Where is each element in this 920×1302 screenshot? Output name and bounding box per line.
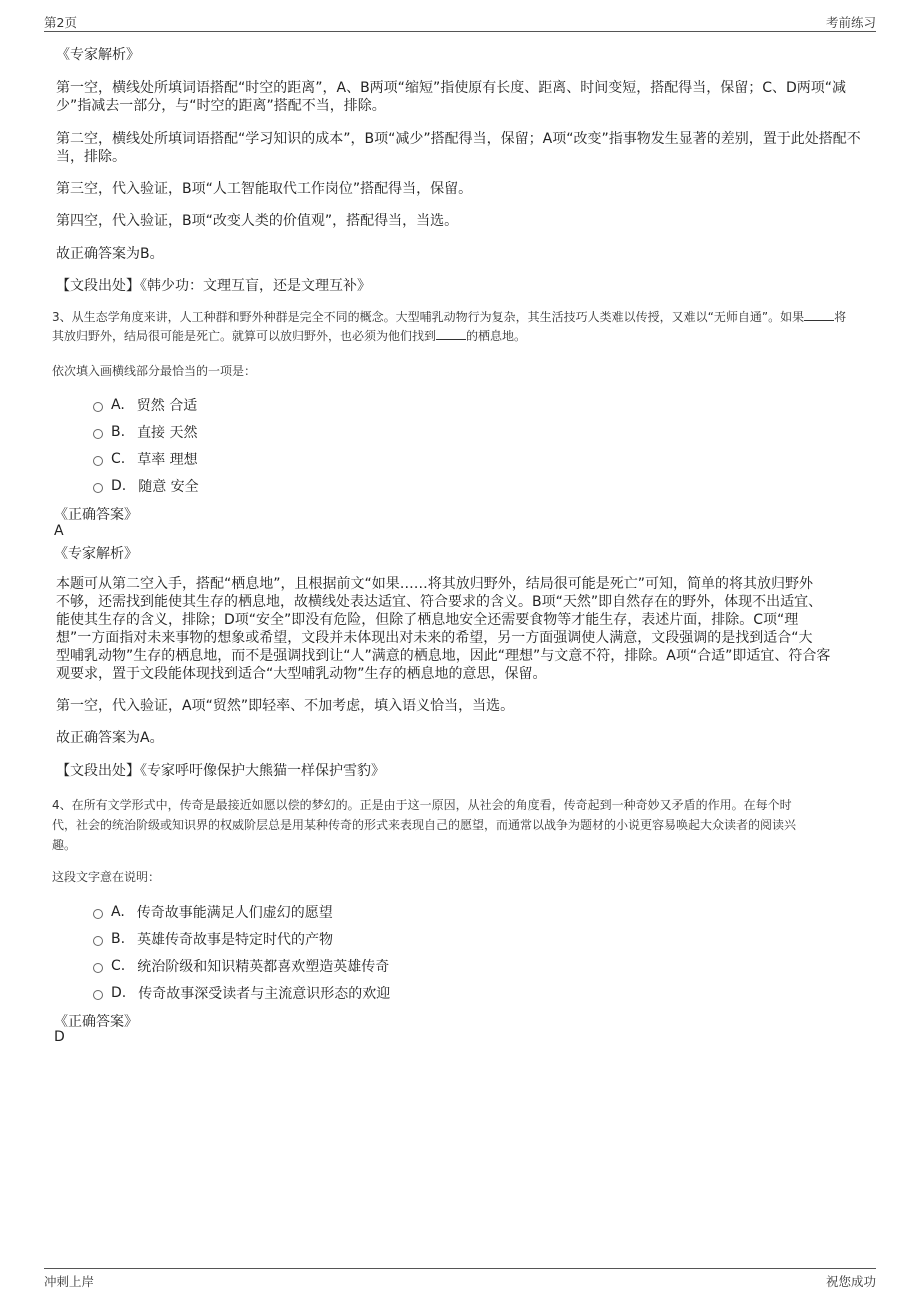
question-prompt: 这段文字意在说明： (52, 870, 161, 884)
analysis-label: 《专家解析》 (54, 546, 138, 562)
question-prompt: 依次填入画横线部分最恰当的一项是： (52, 364, 257, 378)
fill-blank (436, 327, 466, 340)
fill-blank (804, 308, 834, 321)
radio-icon[interactable] (93, 909, 103, 919)
analysis-paragraph: 第二空，横线处所填词语搭配“学习知识的成本”，B项“减少”搭配得当，保留；A项“改变”指事物发生显著的差别，置于此处搭配不当，排除。 (56, 131, 861, 165)
radio-icon[interactable] (93, 456, 103, 466)
analysis-paragraph: 第三空，代入验证，B项“人工智能取代工作岗位”搭配得当，保留。 (56, 181, 473, 197)
radio-icon[interactable] (93, 963, 103, 973)
source-citation: 【文段出处】《专家呼吁像保护大熊猫一样保护雪豹》 (56, 763, 385, 779)
analysis-paragraph: 第一空，代入验证，A项“贸然”即轻率、不加考虑，填入语义恰当，当选。 (56, 698, 515, 714)
analysis-line: 型哺乳动物”生存的栖息地，而不是强调找到让“人”满意的栖息地，因此“理想”与文意不符，排除。A项“合适”即适宜、符合客 (56, 648, 831, 664)
answer-label: 《正确答案》 (54, 507, 138, 523)
option-c[interactable]: C. 草率 理想 (93, 449, 198, 469)
page-header (44, 13, 876, 31)
analysis-line: 能使其生存的含义，排除；D项“安全”即没有危险，但除了栖息地安全还需要食物等才能生存，表述片面，排除。C项“理 (56, 612, 799, 628)
correct-answer: A (54, 523, 64, 539)
source-citation: 【文段出处】《韩少功：文理互盲，还是文理互补》 (56, 278, 371, 294)
footer-divider (44, 1268, 876, 1269)
option-a[interactable]: A. 贸然 合适 (93, 395, 197, 415)
header-divider (44, 31, 876, 32)
analysis-paragraph: 第四空，代入验证，B项“改变人类的价值观”，搭配得当，当选。 (56, 213, 459, 229)
analysis-label: 《专家解析》 (56, 47, 140, 63)
question-stem-line: 代，社会的统治阶级或知识界的权威阶层总是用某种传奇的形式来表现自己的愿望，而通常以战争为题材的小说更容易唤起大众读者的阅读兴 (52, 818, 797, 832)
analysis-line: 想”一方面指对未来事物的想象或希望，文段并未体现出对未来的希望，另一方面强调使人满意，文段强调的是找到适合“大 (56, 630, 813, 646)
analysis-paragraph: 第一空，横线处所填词语搭配“时空的距离”，A、B两项“缩短”指使原有长度、距离、时间变短，搭配得当，保留；C、D两项“减少”指减去一部分，与“时空的距离”搭配不当，排除。 (56, 80, 846, 114)
option-d[interactable]: D. 随意 安全 (93, 476, 199, 496)
option-a[interactable]: A. 传奇故事能满足人们虚幻的愿望 (93, 902, 333, 922)
radio-icon[interactable] (93, 936, 103, 946)
option-d[interactable]: D. 传奇故事深受读者与主流意识形态的欢迎 (93, 983, 390, 1003)
answer-conclusion: 故正确答案为B。 (56, 246, 164, 262)
option-b[interactable]: B. 英雄传奇故事是特定时代的产物 (93, 929, 333, 949)
radio-icon[interactable] (93, 483, 103, 493)
question-stem-line: 4、在所有文学形式中，传奇是最接近如愿以偿的梦幻的。正是由于这一原因，从社会的角度看，传奇起到一种奇妙又矛盾的作用。在每个时 (52, 798, 792, 812)
analysis-line: 本题可从第二空入手，搭配“栖息地”，且根据前文“如果……将其放归野外，结局很可能是死亡”可知，简单的将其放归野外 (56, 576, 814, 592)
radio-icon[interactable] (93, 402, 103, 412)
question-stem: 3、从生态学角度来讲，人工种群和野外种群是完全不同的概念。大型哺乳动物行为复杂，其生活技巧人类难以传授，又难以“无师自通”。如果 将其放归野外，结局很可能是死亡。就算可以放归野外，也必须为他们找到 的栖息地。 (52, 310, 847, 343)
option-c[interactable]: C. 统治阶级和知识精英都喜欢塑造英雄传奇 (93, 956, 389, 976)
footer-left: 冲刺上岸 (44, 1274, 95, 1289)
answer-conclusion: 故正确答案为A。 (56, 730, 164, 746)
analysis-line: 观要求，置于文段能体现找到适合“大型哺乳动物”生存的栖息地的意思，保留。 (56, 666, 547, 682)
question-stem-line: 趣。 (52, 838, 77, 852)
page-number: 第2页 (44, 15, 77, 30)
page-footer (44, 1272, 876, 1290)
correct-answer: D (54, 1029, 65, 1045)
footer-right: 祝您成功 (825, 1274, 876, 1289)
header-title: 考前练习 (825, 15, 876, 30)
answer-label: 《正确答案》 (54, 1014, 138, 1030)
radio-icon[interactable] (93, 429, 103, 439)
analysis-line: 不够，还需找到能使其生存的栖息地，故横线处表达适宜、符合要求的含义。B项“天然”即自然存在的野外，体现不出适宜、 (56, 594, 823, 610)
radio-icon[interactable] (93, 990, 103, 1000)
option-b[interactable]: B. 直接 天然 (93, 422, 198, 442)
